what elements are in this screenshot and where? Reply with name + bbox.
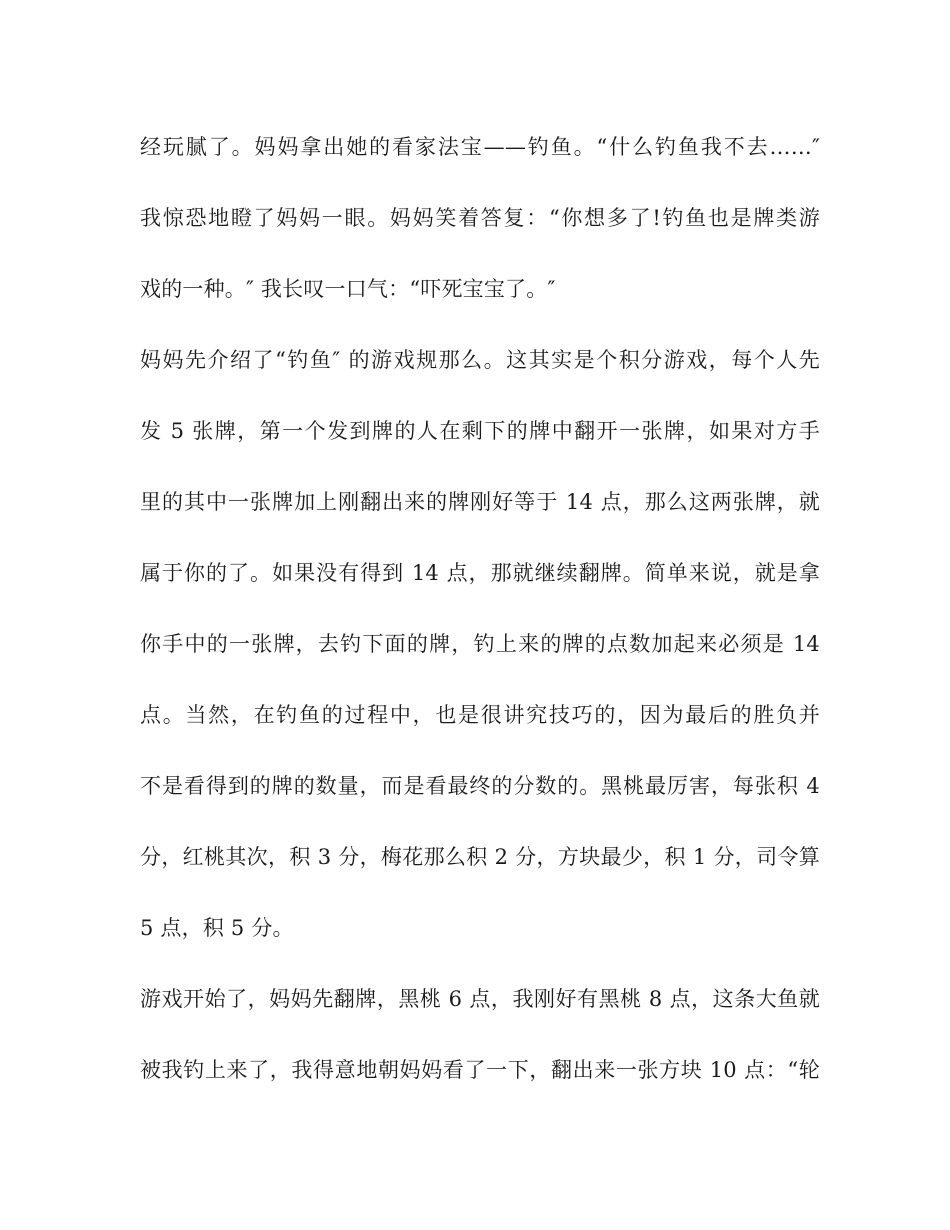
text-line-4: 妈妈先介绍了“钓鱼″ 的游戏规那么。这其实是个积分游戏，每个人先 <box>140 348 820 372</box>
text-line-5: 发 5 张牌，第一个发到牌的人在剩下的牌中翻开一张牌，如果对方手 <box>140 419 820 443</box>
text-line-1: 经玩腻了。妈妈拿出她的看家法宝——钓鱼。“什么钓鱼我不去……″ <box>140 135 820 159</box>
text-line-10: 不是看得到的牌的数量，而是看最终的分数的。黑桃最厉害，每张积 4 <box>140 774 820 798</box>
text-line-2: 我惊恐地瞪了妈妈一眼。妈妈笑着答复：“你想多了!钓鱼也是牌类游 <box>140 206 820 230</box>
text-line-13: 游戏开始了，妈妈先翻牌，黑桃 6 点，我刚好有黑桃 8 点，这条大鱼就 <box>140 987 820 1011</box>
text-line-9: 点。当然，在钓鱼的过程中，也是很讲究技巧的，因为最后的胜负并 <box>140 703 820 727</box>
text-line-12: 5 点，积 5 分。 <box>140 916 294 940</box>
text-line-14: 被我钓上来了，我得意地朝妈妈看了一下，翻出来一张方块 10 点：“轮 <box>140 1058 820 1082</box>
text-line-8: 你手中的一张牌，去钓下面的牌，钓上来的牌的点数加起来必须是 14 <box>140 632 820 656</box>
text-line-11: 分，红桃其次，积 3 分，梅花那么积 2 分，方块最少，积 1 分，司令算 <box>140 845 820 869</box>
text-line-3: 戏的一种。″ 我长叹一口气：“吓死宝宝了。″ <box>140 277 556 301</box>
text-line-7: 属于你的了。如果没有得到 14 点，那就继续翻牌。简单来说，就是拿 <box>140 561 820 585</box>
text-line-6: 里的其中一张牌加上刚翻出来的牌刚好等于 14 点，那么这两张牌，就 <box>140 490 820 514</box>
